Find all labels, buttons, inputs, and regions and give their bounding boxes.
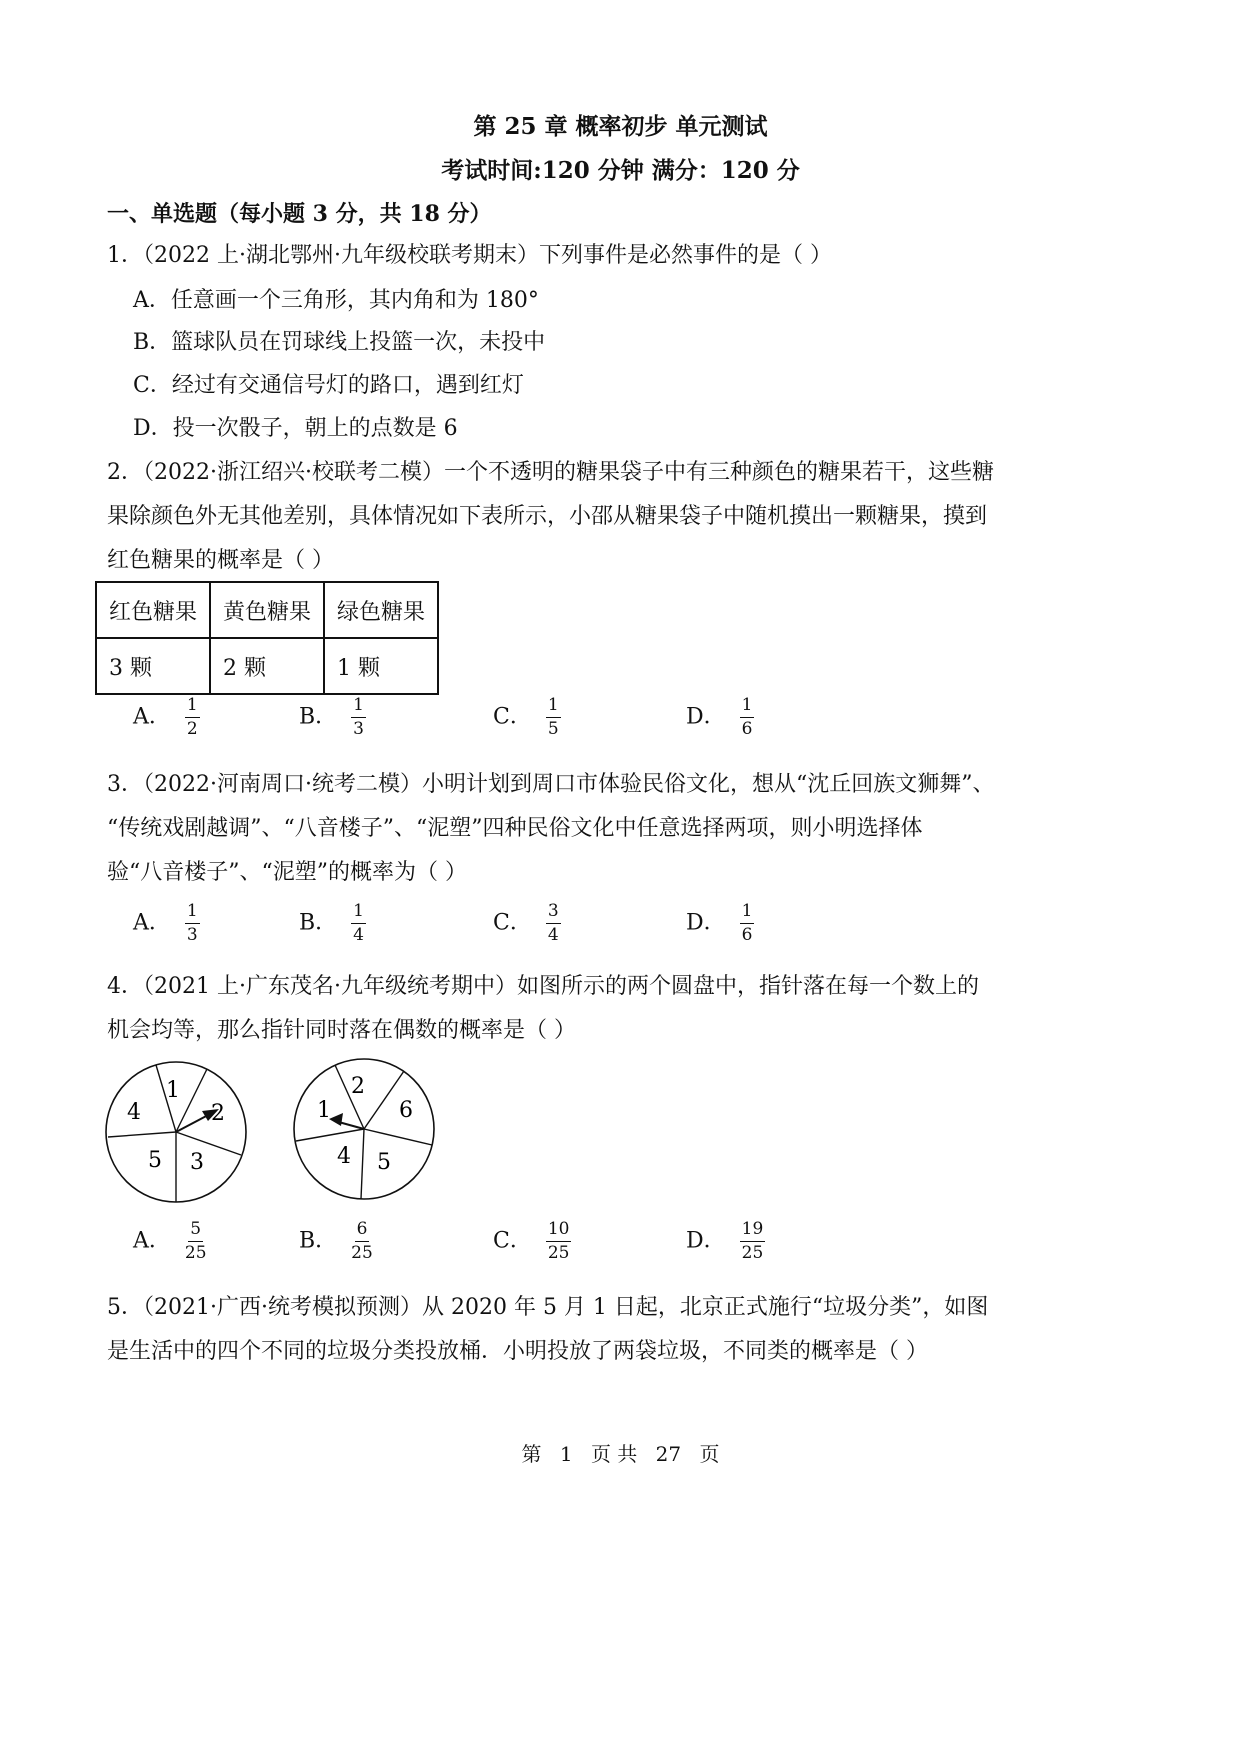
section-heading: 一、单选题（每小题 3 分，共 18 分） (107, 201, 492, 227)
q2-option-b (299, 696, 366, 739)
table-cell: 2 颗 (210, 638, 324, 694)
q4-option-d (686, 1220, 765, 1263)
q3-line-1: 3．（2022·河南周口·统考二模）小明计划到周口市体验民俗文化，想从“沈丘回族文狮舞”、 (107, 772, 995, 797)
numerator: 1 (351, 902, 366, 924)
q3-option-d (686, 902, 754, 945)
denominator: 6 (741, 719, 753, 739)
footer-word: 页 共 (590, 1442, 638, 1466)
fraction (546, 1220, 572, 1263)
sector-label: 6 (399, 1098, 413, 1123)
denominator: 2 (186, 719, 198, 739)
page-number: 1 (559, 1442, 573, 1466)
fraction (351, 696, 366, 739)
numerator: 1 (185, 696, 200, 718)
sector-label: 1 (166, 1078, 180, 1103)
q2-option-c (493, 696, 561, 739)
fraction (740, 902, 755, 945)
spinner-2-divider (361, 1129, 364, 1199)
table-cell: 1 颗 (324, 638, 438, 694)
denominator: 6 (741, 925, 753, 945)
footer-word: 页 (699, 1442, 720, 1466)
q3-option-c (493, 902, 561, 945)
table-header-row (96, 582, 438, 638)
q2-line-1: 2．（2022·浙江绍兴·校联考二模）一个不透明的糖果袋子中有三种颜色的糖果若干，这些糖 (107, 460, 994, 485)
sector-label: 1 (317, 1098, 331, 1123)
q4-line-1: 4．（2021 上·广东茂名·九年级统考期中）如图所示的两个圆盘中，指针落在每一个数上的 (107, 974, 979, 999)
numerator: 1 (740, 902, 755, 924)
option-label: C． (493, 910, 532, 936)
q4-option-a (133, 1220, 207, 1263)
numerator: 1 (546, 696, 561, 718)
table-header-cell: 绿色糖果 (324, 582, 438, 638)
option-label: B． (299, 704, 338, 730)
numerator: 1 (185, 902, 200, 924)
spinner-2-diagram (289, 1053, 449, 1213)
option-label: B． (299, 910, 338, 936)
candy-table (95, 581, 439, 695)
denominator: 25 (741, 1243, 764, 1263)
spinner-1-divider (108, 1132, 176, 1137)
numerator: 10 (546, 1220, 572, 1242)
sector-label: 4 (127, 1100, 141, 1125)
fraction (740, 696, 755, 739)
sector-label: 5 (148, 1148, 162, 1173)
denominator: 4 (547, 925, 559, 945)
q5-line-1: 5．（2021·广西·统考模拟预测）从 2020 年 5 月 1 日起，北京正式施行“垃圾分类”，如图 (107, 1295, 989, 1320)
table-header-cell: 黄色糖果 (210, 582, 324, 638)
numerator: 3 (546, 902, 561, 924)
q1-stem: 1．（2022 上·湖北鄂州·九年级校联考期末）下列事件是必然事件的是（ ） (107, 243, 832, 268)
option-label: D． (686, 1228, 726, 1254)
denominator: 25 (547, 1243, 570, 1263)
numerator: 6 (355, 1220, 370, 1242)
option-label: D． (686, 910, 726, 936)
spinner-2-divider (364, 1129, 432, 1145)
spinner-1-divider (176, 1132, 241, 1155)
fraction (351, 902, 366, 945)
fraction (546, 902, 561, 945)
q1-option-c: C．经过有交通信号灯的路口，遇到红灯 (133, 373, 524, 398)
table-cell: 3 颗 (96, 638, 210, 694)
q1-option-d: D．投一次骰子，朝上的点数是 6 (133, 416, 458, 441)
option-label: B． (299, 1228, 338, 1254)
option-label: A． (133, 910, 171, 936)
fraction (185, 696, 200, 739)
sector-label: 2 (211, 1101, 225, 1126)
denominator: 25 (184, 1243, 207, 1263)
table-header-cell: 红色糖果 (96, 582, 210, 638)
option-label: A． (133, 1228, 171, 1254)
q5-line-2: 是生活中的四个不同的垃圾分类投放桶．小明投放了两袋垃圾，不同类的概率是（ ） (107, 1339, 928, 1364)
option-label: C． (493, 1228, 532, 1254)
spinner-1-divider (176, 1069, 207, 1132)
spinner-2-arrow-head (329, 1113, 343, 1126)
option-label: D． (686, 704, 726, 730)
q4-option-c (493, 1220, 571, 1263)
q4-option-b (299, 1220, 373, 1263)
q2-option-a (133, 696, 200, 739)
numerator: 1 (351, 696, 366, 718)
q4-line-2: 机会均等，那么指针同时落在偶数的概率是（ ） (107, 1018, 576, 1043)
sector-label: 5 (377, 1150, 391, 1175)
q2-line-3: 红色糖果的概率是（ ） (107, 548, 334, 573)
sector-label: 4 (337, 1144, 351, 1169)
sector-label: 3 (190, 1150, 204, 1175)
footer-word: 第 (521, 1442, 542, 1466)
spinner-2-divider (364, 1071, 404, 1129)
fraction (351, 1220, 373, 1263)
page-subtitle: 考试时间:120 分钟 满分：120 分 (441, 157, 800, 184)
option-label: C． (493, 704, 532, 730)
fraction (740, 1220, 766, 1263)
numerator: 19 (740, 1220, 766, 1242)
q3-line-2: “传统戏剧越调”、“八音楼子”、“泥塑”四种民俗文化中任意选择两项，则小明选择体 (107, 816, 923, 841)
fraction (185, 1220, 207, 1263)
denominator: 3 (353, 719, 364, 739)
q3-line-3: 验“八音楼子”、“泥塑”的概率为（ ） (107, 860, 467, 885)
spinner-2-divider (296, 1129, 364, 1141)
page-title: 第 25 章 概率初步 单元测试 (473, 113, 768, 140)
denominator: 3 (186, 925, 198, 945)
q3-option-b (299, 902, 366, 945)
spinner-1-diagram (100, 1055, 260, 1215)
q1-option-b: B．篮球队员在罚球线上投篮一次，未投中 (133, 330, 546, 355)
denominator: 4 (353, 925, 364, 945)
fraction (185, 902, 200, 945)
numerator: 1 (740, 696, 755, 718)
sector-label: 2 (351, 1074, 365, 1099)
page-total: 27 (655, 1442, 682, 1466)
numerator: 5 (188, 1220, 203, 1242)
q2-line-2: 果除颜色外无其他差别，具体情况如下表所示，小邵从糖果袋子中随机摸出一颗糖果，摸到 (107, 504, 988, 529)
option-label: A． (133, 704, 171, 730)
q2-option-d (686, 696, 754, 739)
page-footer (0, 1438, 1241, 1467)
fraction (546, 696, 561, 739)
q1-option-a: A．任意画一个三角形，其内角和为 180° (133, 288, 539, 313)
denominator: 25 (351, 1243, 373, 1263)
q3-option-a (133, 902, 200, 945)
denominator: 5 (547, 719, 559, 739)
table-row (96, 638, 438, 694)
